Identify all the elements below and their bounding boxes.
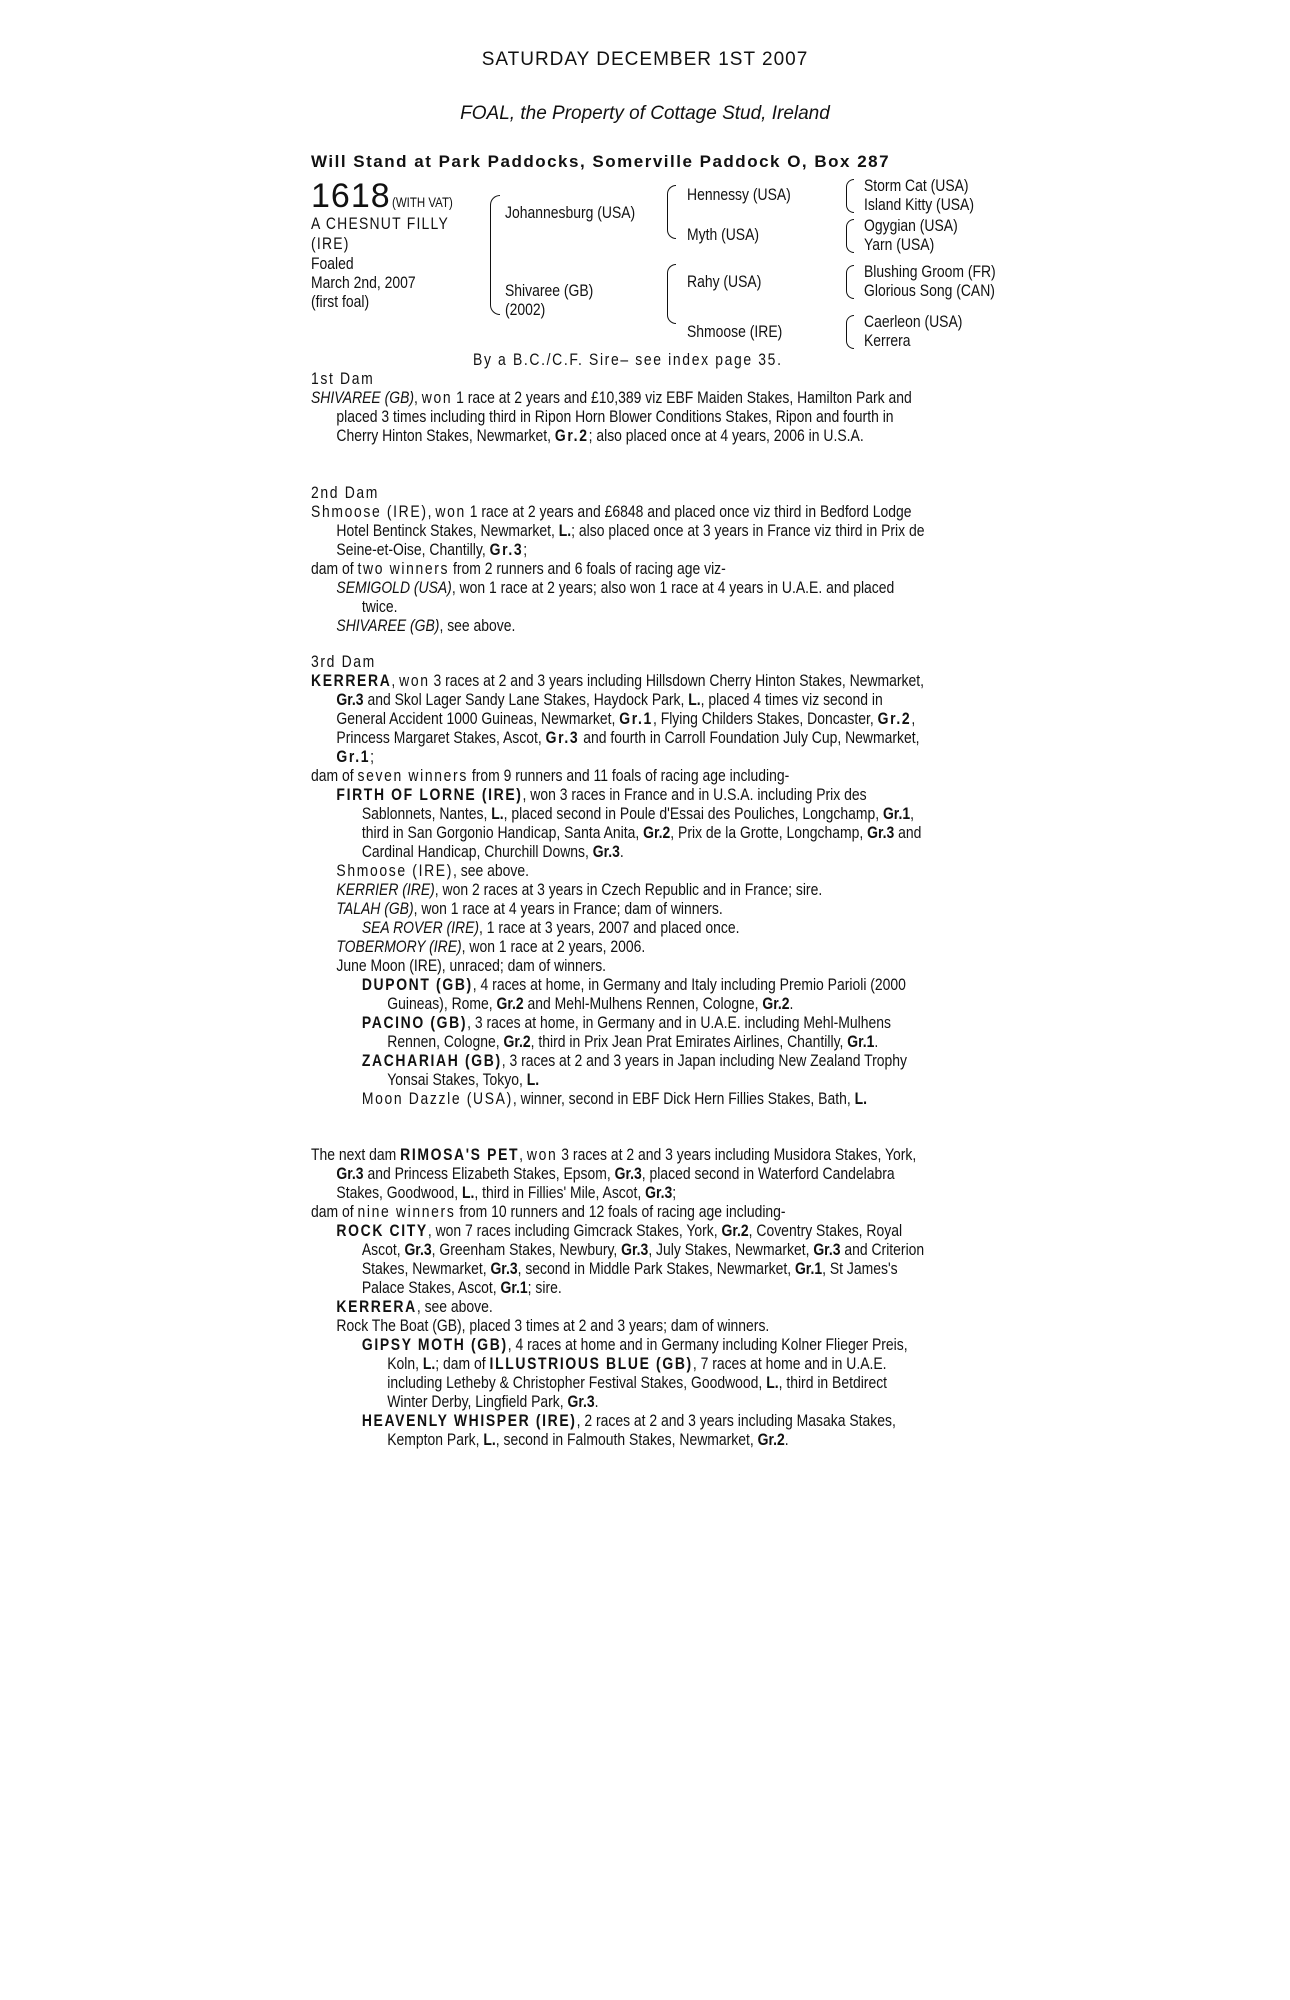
grade: L. bbox=[688, 690, 701, 709]
horse-name: KERRERA bbox=[311, 671, 392, 690]
record-text: , 3 races at 2 and 3 years in Japan including New Zealand Trophy Yonsai Stakes, Tokyo, bbox=[387, 1051, 908, 1089]
record-text: , second in Middle Park Stakes, Newmarket, bbox=[517, 1259, 792, 1278]
horse-name: Shmoose (IRE) bbox=[311, 502, 428, 521]
horse-name: ZACHARIAH (GB) bbox=[361, 1051, 502, 1070]
pedigree-brace bbox=[667, 185, 676, 239]
sire-index-note: By a B.C./C.F. Sire– see index page 35. bbox=[473, 350, 783, 369]
record-text: , Flying Childers Stakes, Doncaster, bbox=[652, 709, 874, 728]
pedigree-brace bbox=[846, 219, 854, 253]
next-dam-section bbox=[311, 1145, 929, 1449]
grade: Gr.2 bbox=[503, 1032, 531, 1051]
record-text: , Greenham Stakes, Newbury, bbox=[431, 1240, 618, 1259]
horse-name: Shmoose (IRE) bbox=[336, 861, 454, 880]
great-grandparent: Kerrera bbox=[864, 331, 911, 350]
sale-date: SATURDAY DECEMBER 1ST 2007 bbox=[481, 49, 809, 70]
grade: Gr.3 bbox=[567, 1392, 595, 1411]
dam-of-label: dam of bbox=[311, 766, 354, 785]
record-text: , St James's Palace Stakes, Ascot, bbox=[361, 1259, 898, 1297]
grade: Gr.1 bbox=[794, 1259, 823, 1278]
section-heading: 2nd Dam bbox=[311, 483, 380, 502]
first-foal-note: (first foal) bbox=[311, 292, 370, 311]
progeny-entry bbox=[336, 937, 929, 956]
progeny-entry bbox=[362, 1051, 929, 1089]
horse-name: TALAH (GB) bbox=[336, 899, 414, 918]
lot-description: A CHESNUT FILLY bbox=[311, 214, 450, 233]
horse-name: DUPONT (GB) bbox=[361, 975, 473, 994]
dam-of-label: dam of bbox=[311, 1202, 354, 1221]
grade: Gr.2 bbox=[721, 1221, 749, 1240]
great-grandparent: Blushing Groom (FR) bbox=[864, 262, 996, 281]
horse-name: PACINO (GB) bbox=[361, 1013, 468, 1032]
record-text: from 2 runners and 6 foals of racing age viz- bbox=[453, 559, 726, 578]
grade: Gr.3 bbox=[813, 1240, 841, 1259]
great-grandparent: Caerleon (USA) bbox=[864, 312, 963, 331]
record-text: , won 3 races in France and in U.S.A. including Prix des Sablonnets, Nantes, bbox=[361, 785, 867, 823]
horse-name: KERRIER (IRE) bbox=[336, 880, 435, 899]
grade: Gr.3 bbox=[645, 1183, 673, 1202]
progeny-entry bbox=[336, 899, 929, 918]
record-text: 3 races at 2 and 3 years including Hillsdown Cherry Hinton Stakes, Newmarket, bbox=[433, 671, 924, 690]
third-dam-record: KERRERA, won 3 races at 2 and 3 years including Hillsdown Cherry Hinton Stakes, Newmarket, Gr.3 and Skol Lager Sandy Lane Stakes, Haydock Park, L., placed 4 times viz second in General Accident 1000 Guineas, Newmarket, Gr.1, Flying Childers Stakes, Doncaster, Gr.2, Princess Margaret Stakes, Ascot, Gr.3 and fourth in Carroll Foundation July Cup, Newmarket, Gr.1; bbox=[311, 671, 924, 766]
progeny-entry bbox=[336, 578, 929, 616]
record-text: , won 1 race at 2 years; also won 1 race at 4 years in U.A.E. and placed twice. bbox=[361, 578, 895, 616]
record-text: ; bbox=[523, 540, 528, 559]
record-text: . bbox=[789, 994, 794, 1013]
record-text: , won 1 race at 2 years, 2006. bbox=[461, 937, 646, 956]
horse-name: HEAVENLY WHISPER (IRE) bbox=[361, 1411, 577, 1430]
progeny-entry bbox=[362, 1013, 929, 1051]
record-text: , bbox=[519, 1145, 524, 1164]
grade: Gr.3 bbox=[867, 823, 895, 842]
record-text: , see above. bbox=[453, 861, 529, 880]
record-text: , 7 races at home and in U.A.E. including Letheby & Christopher Festival Stakes, Goodwood, bbox=[387, 1354, 887, 1392]
grade: L. bbox=[422, 1354, 436, 1373]
horse-name: SHIVAREE (GB) bbox=[311, 388, 415, 407]
won-label: won bbox=[435, 502, 466, 521]
second-dam-record: Shmoose (IRE), won 1 race at 2 years and £6848 and placed once viz third in Bedford Lodge Hotel Bentinck Stakes, Newmarket, L.; also placed once at 3 years in France viz third in Prix de Seine-et-Oise, Chantilly, Gr.3; bbox=[311, 502, 925, 559]
grade: Gr.1 bbox=[500, 1278, 528, 1297]
foal-owner-line: FOAL, the Property of Cottage Stud, Ireland bbox=[460, 103, 830, 124]
dam-name: Shivaree (GB) bbox=[505, 281, 594, 300]
horse-name: KERRERA bbox=[336, 1297, 417, 1316]
grade: L. bbox=[483, 1430, 496, 1449]
record-text: , 4 races at home, in Germany and Italy including Premio Parioli (2000 Guineas), Rome, bbox=[387, 975, 906, 1013]
grade: L. bbox=[461, 1183, 475, 1202]
record-text: , third in San Gorgonio Handicap, Santa Anita, bbox=[361, 804, 914, 842]
great-grandparent: Storm Cat (USA) bbox=[864, 176, 969, 195]
record-text: and Criterion Stakes, Newmarket, bbox=[361, 1240, 925, 1278]
horse-name: SEA ROVER (IRE) bbox=[361, 918, 480, 937]
horse-name: SHIVAREE (GB) bbox=[336, 616, 440, 635]
progeny-entry bbox=[336, 616, 929, 635]
record-text: and Cardinal Handicap, Churchill Downs, bbox=[361, 823, 922, 861]
record-text: ; dam of bbox=[435, 1354, 486, 1373]
won-label: won bbox=[526, 1145, 558, 1164]
progeny-entry: June Moon (IRE), unraced; dam of winners. bbox=[336, 956, 607, 975]
progeny-entry bbox=[336, 1297, 929, 1316]
record-text: , winner, second in EBF Dick Hern Fillies Stakes, Bath, bbox=[512, 1089, 851, 1108]
pedigree-brace bbox=[846, 179, 854, 213]
record-text: The next dam bbox=[311, 1145, 397, 1164]
record-text: , second in Falmouth Stakes, Newmarket, bbox=[495, 1430, 754, 1449]
grade: L. bbox=[558, 521, 572, 540]
next-dam-record bbox=[311, 1145, 929, 1202]
grade: Gr.3 bbox=[336, 1164, 364, 1183]
dam-of-line bbox=[311, 1202, 929, 1221]
progeny-entry bbox=[362, 1411, 929, 1449]
second-dam-section bbox=[311, 483, 929, 635]
record-text: and Mehl-Mulhens Rennen, Cologne, bbox=[527, 994, 759, 1013]
grade: Gr.1 bbox=[619, 709, 653, 728]
grade: Gr.3 bbox=[621, 1240, 649, 1259]
horse-name: FIRTH OF LORNE (IRE) bbox=[336, 785, 523, 804]
record-text: , 4 races at home and in Germany including Kolner Flieger Preis, Koln, bbox=[387, 1335, 908, 1373]
record-text: 3 races at 2 and 3 years including Musidora Stakes, York, bbox=[561, 1145, 917, 1164]
section-heading: 3rd Dam bbox=[311, 652, 376, 671]
progeny-entry bbox=[362, 975, 929, 1013]
stand-location: Will Stand at Park Paddocks, Somerville Paddock O, Box 287 bbox=[311, 152, 891, 171]
progeny-entry bbox=[362, 1335, 929, 1411]
third-dam-section bbox=[311, 652, 929, 1108]
record-text: , won 2 races at 3 years in Czech Republic and in France; sire. bbox=[434, 880, 823, 899]
horse-name: SEMIGOLD (USA) bbox=[336, 578, 452, 597]
winners-count: nine winners bbox=[357, 1202, 456, 1221]
grade: Gr.2 bbox=[496, 994, 524, 1013]
great-grandparent: Island Kitty (USA) bbox=[864, 195, 975, 214]
record-text: and Skol Lager Sandy Lane Stakes, Haydock Park, bbox=[367, 690, 685, 709]
record-text: , 1 race at 3 years, 2007 and placed once. bbox=[479, 918, 740, 937]
record-text: , won 1 race at 4 years in France; dam of winners. bbox=[413, 899, 723, 918]
record-text: ; also placed once at 4 years, 2006 in U.S.A. bbox=[588, 426, 864, 445]
record-text: , third in Prix Jean Prat Emirates Airlines, Chantilly, bbox=[530, 1032, 844, 1051]
record-text: , July Stakes, Newmarket, bbox=[648, 1240, 810, 1259]
foaled-label: Foaled bbox=[311, 254, 354, 273]
pedigree-brace bbox=[846, 315, 854, 349]
horse-name: Moon Dazzle (USA) bbox=[361, 1089, 513, 1108]
record-text: , Princess Margaret Stakes, Ascot, bbox=[336, 709, 916, 747]
record-text: , Prix de la Grotte, Longchamp, bbox=[670, 823, 864, 842]
horse-name: ROCK CITY bbox=[336, 1221, 428, 1240]
record-text: ; also placed once at 3 years in France viz third in Prix de Seine-et-Oise, Chantilly, bbox=[336, 521, 925, 559]
record-text: , 2 races at 2 and 3 years including Masaka Stakes, Kempton Park, bbox=[387, 1411, 896, 1449]
progeny-entry bbox=[336, 785, 929, 861]
progeny-entry bbox=[362, 1089, 929, 1108]
grade: Gr.3 bbox=[490, 1259, 518, 1278]
record-text: ; bbox=[672, 1183, 677, 1202]
great-grandparent: Glorious Song (CAN) bbox=[864, 281, 995, 300]
grade: Gr.2 bbox=[554, 426, 589, 445]
winners-count: two winners bbox=[357, 559, 450, 578]
grade: Gr.2 bbox=[877, 709, 912, 728]
record-text: . bbox=[594, 1392, 599, 1411]
won-label: won bbox=[399, 671, 430, 690]
winners-count: seven winners bbox=[357, 766, 468, 785]
record-text: . bbox=[619, 842, 624, 861]
won-label: won bbox=[421, 388, 453, 407]
dam-of-label: dam of bbox=[311, 559, 354, 578]
pedigree-brace bbox=[490, 195, 500, 315]
grade: Gr.2 bbox=[757, 1430, 785, 1449]
grade: Gr.3 bbox=[545, 728, 580, 747]
horse-name: TOBERMORY (IRE) bbox=[336, 937, 462, 956]
grade: L. bbox=[526, 1070, 540, 1089]
grade: Gr.1 bbox=[847, 1032, 875, 1051]
progeny-entry bbox=[336, 1221, 929, 1297]
sire-name: Johannesburg (USA) bbox=[505, 203, 636, 222]
horse-name: ILLUSTRIOUS BLUE (GB) bbox=[489, 1354, 693, 1373]
grade: Gr.3 bbox=[404, 1240, 432, 1259]
grade: Gr.2 bbox=[762, 994, 790, 1013]
record-text: , placed second in Poule d'Essai des Pouliches, Longchamp, bbox=[503, 804, 880, 823]
progeny-entry bbox=[336, 880, 929, 899]
grade: Gr.3 bbox=[489, 540, 524, 559]
record-text: . bbox=[874, 1032, 879, 1051]
record-text: from 10 runners and 12 foals of racing age including- bbox=[459, 1202, 786, 1221]
record-text: ; bbox=[370, 747, 374, 766]
progeny-entry bbox=[336, 861, 929, 880]
record-text: 1 race at 2 years and £6848 and placed once viz third in Bedford Lodge Hotel Bentinck Stakes, Newmarket, bbox=[336, 502, 912, 540]
great-grandparent: Ogygian (USA) bbox=[864, 216, 958, 235]
record-text: 1 race at 2 years and £10,389 viz EBF Maiden Stakes, Hamilton Park and placed 3 times including third in Ripon Horn Blower Conditions Stakes, Ripon and fourth in Cherry Hinton Stakes, Newmarket, bbox=[336, 388, 912, 445]
grade: L. bbox=[854, 1089, 867, 1108]
grade: Gr.3 bbox=[614, 1164, 642, 1183]
dam-of-line bbox=[311, 766, 929, 785]
grade: L. bbox=[491, 804, 504, 823]
record-text: , see above. bbox=[416, 1297, 493, 1316]
record-text: and Princess Elizabeth Stakes, Epsom, bbox=[367, 1164, 611, 1183]
horse-name: RIMOSA'S PET bbox=[400, 1145, 520, 1164]
grade: L. bbox=[766, 1373, 779, 1392]
grandsire-2: Rahy (USA) bbox=[687, 272, 762, 291]
pedigree-brace bbox=[667, 264, 676, 324]
foaled-date: March 2nd, 2007 bbox=[311, 273, 416, 292]
lot-number: 1618 bbox=[311, 177, 391, 215]
record-text: , placed 4 times viz second in General Accident 1000 Guineas, Newmarket, bbox=[336, 690, 883, 728]
horse-name: GIPSY MOTH (GB) bbox=[361, 1335, 508, 1354]
grade: Gr.3 bbox=[336, 690, 364, 709]
first-dam-section bbox=[311, 369, 929, 445]
record-text: , third in Betdirect Winter Derby, Lingfield Park, bbox=[387, 1373, 888, 1411]
grade: Gr.2 bbox=[643, 823, 671, 842]
great-grandparent: Yarn (USA) bbox=[864, 235, 935, 254]
grandsire-1: Hennessy (USA) bbox=[687, 185, 791, 204]
grade: Gr.1 bbox=[336, 747, 371, 766]
progeny-entry: Rock The Boat (GB), placed 3 times at 2 and 3 years; dam of winners. bbox=[336, 1316, 770, 1335]
vat-label: (WITH VAT) bbox=[392, 194, 453, 210]
record-text: , see above. bbox=[439, 616, 516, 635]
dam-of-line bbox=[311, 559, 929, 578]
granddam-2: Shmoose (IRE) bbox=[687, 322, 783, 341]
record-text: , placed second in Waterford Candelabra Stakes, Goodwood, bbox=[336, 1164, 895, 1202]
granddam-1: Myth (USA) bbox=[687, 225, 760, 244]
grade: Gr.3 bbox=[592, 842, 620, 861]
first-dam-record: SHIVAREE (GB), won 1 race at 2 years and £10,389 viz EBF Maiden Stakes, Hamilton Park and placed 3 times including third in Ripon Horn Blower Conditions Stakes, Ripon and fourth in Cherry Hinton Stakes, Newmarket, Gr.2; also placed once at 4 years, 2006 in U.S.A. bbox=[311, 388, 912, 445]
record-text: . bbox=[784, 1430, 789, 1449]
record-text: ; sire. bbox=[527, 1278, 562, 1297]
record-text: , Coventry Stakes, Royal Ascot, bbox=[361, 1221, 903, 1259]
grade: Gr.1 bbox=[882, 804, 911, 823]
pedigree-brace bbox=[846, 265, 854, 299]
record-text: and fourth in Carroll Foundation July Cup, Newmarket, bbox=[583, 728, 920, 747]
section-heading: 1st Dam bbox=[311, 369, 375, 388]
record-text: , third in Fillies' Mile, Ascot, bbox=[474, 1183, 642, 1202]
record-text: , 3 races at home, in Germany and in U.A.E. including Mehl-Mulhens Rennen, Cologne, bbox=[387, 1013, 891, 1051]
record-text: from 9 runners and 11 foals of racing age including- bbox=[471, 766, 790, 785]
dam-year: (2002) bbox=[505, 300, 546, 319]
lot-origin: (IRE) bbox=[311, 234, 350, 253]
progeny-entry bbox=[362, 918, 929, 937]
record-text: , won 7 races including Gimcrack Stakes, York, bbox=[427, 1221, 718, 1240]
